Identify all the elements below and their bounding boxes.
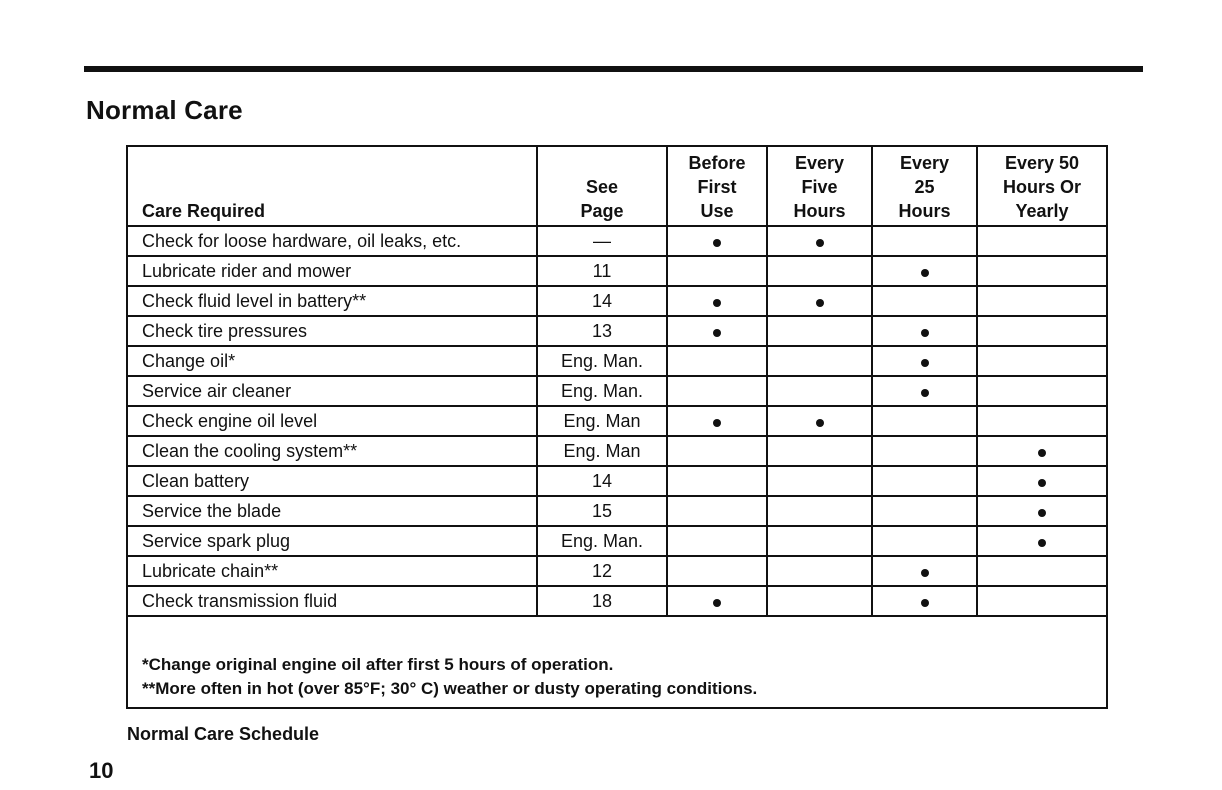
table-row	[127, 526, 1107, 556]
interval-cell-every-50-hours	[977, 526, 1107, 556]
care-table	[126, 145, 1108, 709]
interval-cell-before-first-use	[667, 346, 767, 376]
table-row	[127, 586, 1107, 616]
interval-cell-every-25-hours	[872, 436, 977, 466]
bullet-dot-icon	[713, 419, 721, 427]
bullet-dot-icon	[921, 329, 929, 337]
interval-cell-every-50-hours	[977, 346, 1107, 376]
interval-cell-every-50-hours	[977, 436, 1107, 466]
interval-cell-every-25-hours	[872, 376, 977, 406]
interval-cell-every-25-hours	[872, 586, 977, 616]
table-row	[127, 256, 1107, 286]
bullet-dot-icon	[816, 299, 824, 307]
bullet-dot-icon	[1038, 449, 1046, 457]
table-row	[127, 496, 1107, 526]
see-page-value: Eng. Man.	[537, 376, 667, 406]
table-caption: Normal Care Schedule	[127, 724, 320, 744]
bullet-dot-icon	[921, 569, 929, 577]
interval-cell-every-five-hours	[767, 526, 872, 556]
see-page-value: Eng. Man	[537, 406, 667, 436]
top-rule	[84, 66, 1143, 72]
header-before-first-use: Before First Use	[667, 146, 767, 226]
bullet-dot-icon	[921, 389, 929, 397]
interval-cell-every-50-hours	[977, 316, 1107, 346]
interval-cell-every-five-hours	[767, 376, 872, 406]
notes-row	[127, 616, 1107, 708]
interval-cell-every-25-hours	[872, 256, 977, 286]
bullet-dot-icon	[921, 269, 929, 277]
care-task: Check fluid level in battery**	[127, 286, 537, 316]
interval-cell-every-25-hours	[872, 346, 977, 376]
interval-cell-before-first-use	[667, 526, 767, 556]
see-page-value: 14	[537, 286, 667, 316]
interval-cell-every-25-hours	[872, 286, 977, 316]
care-task: Check transmission fluid	[127, 586, 537, 616]
care-task: Clean battery	[127, 466, 537, 496]
care-task: Clean the cooling system**	[127, 436, 537, 466]
interval-cell-every-five-hours	[767, 556, 872, 586]
care-task: Service the blade	[127, 496, 537, 526]
table-row	[127, 406, 1107, 436]
interval-cell-every-50-hours	[977, 376, 1107, 406]
interval-cell-every-five-hours	[767, 256, 872, 286]
table-row	[127, 436, 1107, 466]
interval-cell-before-first-use	[667, 316, 767, 346]
interval-cell-every-25-hours	[872, 226, 977, 256]
interval-cell-before-first-use	[667, 436, 767, 466]
table-row	[127, 316, 1107, 346]
header-every-five-hours: Every Five Hours	[767, 146, 872, 226]
care-task: Change oil*	[127, 346, 537, 376]
see-page-value: Eng. Man.	[537, 526, 667, 556]
interval-cell-every-five-hours	[767, 406, 872, 436]
table-row	[127, 346, 1107, 376]
see-page-value: 11	[537, 256, 667, 286]
see-page-value: 13	[537, 316, 667, 346]
notes-cell	[127, 616, 1107, 708]
table-header-row	[127, 146, 1107, 226]
bullet-dot-icon	[1038, 509, 1046, 517]
table-row	[127, 466, 1107, 496]
interval-cell-every-25-hours	[872, 466, 977, 496]
interval-cell-every-25-hours	[872, 556, 977, 586]
bullet-dot-icon	[921, 359, 929, 367]
interval-cell-before-first-use	[667, 256, 767, 286]
interval-cell-every-five-hours	[767, 466, 872, 496]
interval-cell-every-five-hours	[767, 346, 872, 376]
interval-cell-before-first-use	[667, 406, 767, 436]
section-title: Normal Care	[86, 95, 243, 125]
interval-cell-every-50-hours	[977, 496, 1107, 526]
care-task: Check engine oil level	[127, 406, 537, 436]
interval-cell-before-first-use	[667, 586, 767, 616]
interval-cell-every-25-hours	[872, 496, 977, 526]
table-row	[127, 376, 1107, 406]
bullet-dot-icon	[816, 419, 824, 427]
interval-cell-every-50-hours	[977, 256, 1107, 286]
see-page-value: Eng. Man.	[537, 346, 667, 376]
see-page-value: 12	[537, 556, 667, 586]
interval-cell-every-five-hours	[767, 496, 872, 526]
header-every-50-hours-or-yearly: Every 50 Hours Or Yearly	[977, 146, 1107, 226]
interval-cell-every-25-hours	[872, 316, 977, 346]
interval-cell-every-five-hours	[767, 316, 872, 346]
bullet-dot-icon	[1038, 539, 1046, 547]
header-care-required: Care Required	[127, 146, 537, 226]
see-page-value: 18	[537, 586, 667, 616]
interval-cell-every-50-hours	[977, 586, 1107, 616]
header-every-25-hours: Every 25 Hours	[872, 146, 977, 226]
interval-cell-before-first-use	[667, 376, 767, 406]
interval-cell-before-first-use	[667, 496, 767, 526]
interval-cell-every-50-hours	[977, 226, 1107, 256]
footnote-double-star: **More often in hot (over 85°F; 30° C) weather or dusty operating conditions.	[142, 679, 758, 698]
interval-cell-every-five-hours	[767, 436, 872, 466]
bullet-dot-icon	[713, 239, 721, 247]
care-task: Check tire pressures	[127, 316, 537, 346]
bullet-dot-icon	[921, 599, 929, 607]
interval-cell-every-five-hours	[767, 226, 872, 256]
table-row	[127, 556, 1107, 586]
interval-cell-every-50-hours	[977, 556, 1107, 586]
see-page-value: —	[537, 226, 667, 256]
bullet-dot-icon	[713, 329, 721, 337]
header-see-page: See Page	[537, 146, 667, 226]
table-row	[127, 286, 1107, 316]
interval-cell-every-50-hours	[977, 466, 1107, 496]
footnote-single-star: *Change original engine oil after first 5 hours of operation.	[142, 655, 614, 674]
care-task: Service spark plug	[127, 526, 537, 556]
see-page-value: Eng. Man	[537, 436, 667, 466]
page-number: 10	[89, 758, 114, 783]
interval-cell-before-first-use	[667, 286, 767, 316]
see-page-value: 15	[537, 496, 667, 526]
bullet-dot-icon	[816, 239, 824, 247]
care-task: Check for loose hardware, oil leaks, etc.	[127, 226, 537, 256]
interval-cell-before-first-use	[667, 226, 767, 256]
table-row	[127, 226, 1107, 256]
see-page-value: 14	[537, 466, 667, 496]
interval-cell-every-five-hours	[767, 586, 872, 616]
bullet-dot-icon	[713, 299, 721, 307]
bullet-dot-icon	[1038, 479, 1046, 487]
care-task: Service air cleaner	[127, 376, 537, 406]
interval-cell-every-50-hours	[977, 406, 1107, 436]
interval-cell-before-first-use	[667, 556, 767, 586]
care-task: Lubricate rider and mower	[127, 256, 537, 286]
interval-cell-every-50-hours	[977, 286, 1107, 316]
interval-cell-before-first-use	[667, 466, 767, 496]
interval-cell-every-five-hours	[767, 286, 872, 316]
bullet-dot-icon	[713, 599, 721, 607]
interval-cell-every-25-hours	[872, 526, 977, 556]
care-task: Lubricate chain**	[127, 556, 537, 586]
interval-cell-every-25-hours	[872, 406, 977, 436]
